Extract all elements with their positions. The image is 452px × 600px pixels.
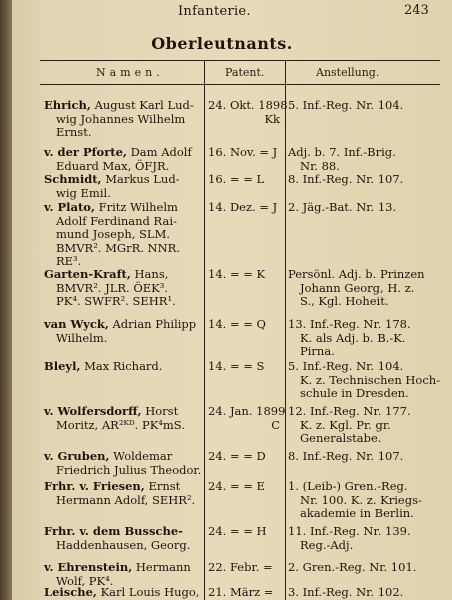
patent-date-line: 14. = = S [208, 359, 265, 373]
officer-name-line: Garten-Kraft, Hans, [44, 267, 169, 281]
anstellung-line: K. z. Kgl. Pr. gr. [300, 417, 391, 432]
officer-name-cell [44, 405, 204, 432]
anstellung-line: 1. (Leib-) Gren.-Reg. [288, 479, 408, 493]
anstellung-cell [288, 201, 446, 215]
anstellung-line: 8. Inf.-Reg. Nr. 107. [288, 449, 404, 463]
anstellung-cell [288, 561, 446, 575]
anstellung-line: Reg.-Adj. [300, 537, 354, 552]
patent-date-line: 24. = = H [208, 524, 267, 538]
officer-name-line: PK⁴. SWFR². SEHR¹. [56, 294, 176, 308]
patent-date-cell [208, 201, 284, 215]
patent-date-line: 14. = = Q [208, 317, 266, 331]
officer-name-line: Ernst. [56, 125, 92, 139]
anstellung-cell [288, 99, 446, 113]
patent-date-line: 22. Febr. = [208, 560, 273, 574]
anstellung-line: Nr. 100. K. z. Kriegs- [300, 492, 422, 507]
anstellung-line: 8. Inf.-Reg. Nr. 107. [288, 172, 404, 186]
officer-name-line: Ehrich, August Karl Lud- [44, 98, 194, 112]
anstellung-line: Nr. 88. [300, 158, 340, 173]
anstellung-cell [288, 360, 446, 401]
anstellung-line: 2. Jäg.-Bat. Nr. 13. [288, 200, 397, 214]
anstellung-cell [288, 586, 446, 600]
anstellung-line: Persönl. Adj. b. Prinzen [288, 267, 425, 281]
patent-date-line: 24. Jan. 1899 [208, 404, 286, 418]
anstellung-line: 13. Inf.-Reg. Nr. 178. [288, 317, 411, 331]
anstellung-line: Generalstabe. [300, 431, 382, 445]
officer-name-cell [44, 318, 204, 345]
officer-name-line: Wilhelm. [56, 330, 108, 345]
page-edge-shadow [0, 0, 12, 600]
officer-name-line: Bleyl, Max Richard. [44, 359, 163, 373]
officer-name-line: RE³. [56, 254, 82, 268]
patent-date-cell [208, 318, 284, 332]
patent-date-line: 24. Okt. 1898 [208, 98, 288, 112]
anstellung-cell [288, 450, 446, 464]
patent-date-cell [208, 450, 284, 464]
patent-date-cell [208, 173, 284, 187]
officer-name-line: v. Wolfersdorff, Horst [44, 404, 179, 418]
officer-name-line: Haddenhausen, Georg. [56, 537, 191, 552]
anstellung-cell [288, 480, 446, 521]
anstellung-cell [288, 405, 446, 446]
officer-name-cell [44, 99, 204, 140]
patent-date-cell [208, 586, 284, 600]
patent-date-line: C [271, 417, 280, 432]
patent-date-cell [208, 525, 284, 539]
officer-name-cell [44, 480, 204, 507]
officer-name-cell [44, 525, 204, 552]
officer-name-line: Schmidt, Markus Lud- [44, 172, 180, 186]
anstellung-line: 12. Inf.-Reg. Nr. 177. [288, 404, 411, 418]
officer-name-line: mund Joseph, SLM. [56, 227, 171, 241]
officer-name-line: wig Johannes Wilhelm [56, 111, 186, 126]
patent-date-line: 24. = = E [208, 479, 265, 493]
table-top-rule [40, 60, 440, 61]
officer-name-line: v. Plato, Fritz Wilhelm [44, 200, 178, 214]
patent-date-cell [208, 405, 284, 432]
anstellung-line: K. z. Technischen Hoch- [300, 372, 441, 387]
anstellung-line: schule in Dresden. [300, 386, 409, 400]
officer-name-line: v. der Pforte, Dam Adolf [44, 145, 192, 159]
officer-name-cell [44, 450, 204, 477]
officer-name-line: Friedrich Julius Theodor. [56, 462, 202, 477]
anstellung-cell [288, 318, 446, 359]
officer-name-line: Eduard Max, ÖFJR. [56, 158, 170, 173]
patent-date-cell [208, 98, 288, 126]
patent-date-line: 16. Nov. = J [208, 145, 278, 159]
officer-name-line: Moritz, AR²ᴷᴰ. PK⁴mS. [56, 417, 185, 432]
running-head-title: Infanterie. [178, 4, 251, 19]
table-header-rule [40, 84, 440, 85]
anstellung-line: S., Kgl. Hoheit. [300, 294, 389, 308]
anstellung-line: 3. Inf.-Reg. Nr. 102. [288, 585, 404, 599]
running-head [12, 4, 452, 22]
anstellung-cell [288, 268, 446, 309]
anstellung-line: 5. Inf.-Reg. Nr. 104. [288, 98, 404, 112]
anstellung-line: Johann Georg, H. z. [300, 280, 415, 295]
officer-name-line: BMVR². JLR. ÖEK³. [56, 280, 169, 295]
anstellung-cell [288, 173, 446, 187]
anstellung-line: Adj. b. 7. Inf.-Brig. [288, 145, 396, 159]
officer-name-line: v. Ehrenstein, Hermann [44, 560, 191, 574]
officer-name-line: Frhr. v. Friesen, Ernst [44, 479, 181, 493]
patent-date-cell [208, 480, 284, 494]
anstellung-line: 11. Inf.-Reg. Nr. 139. [288, 524, 411, 538]
patent-date-line: 16. = = L [208, 172, 265, 186]
column-header-namen: Namen. [96, 66, 164, 79]
patent-date-cell [208, 561, 284, 575]
officer-name-line: Hermann Adolf, SEHR². [56, 492, 196, 507]
officer-name-cell [44, 360, 204, 374]
patent-date-line: Kk [264, 111, 280, 126]
officer-name-cell [44, 146, 204, 173]
book-page [12, 0, 452, 600]
column-header-patent: Patent. [225, 66, 265, 79]
officer-name-cell [44, 201, 204, 269]
anstellung-cell [288, 146, 446, 173]
anstellung-line: 2. Gren.-Reg. Nr. 101. [288, 560, 417, 574]
officer-name-cell [44, 586, 204, 600]
officer-name-line: v. Gruben, Woldemar [44, 449, 173, 463]
anstellung-line: 5. Inf.-Reg. Nr. 104. [288, 359, 404, 373]
anstellung-line: akademie in Berlin. [300, 506, 414, 520]
officer-name-line: van Wyck, Adrian Philipp [44, 317, 197, 331]
column-header-anstellung: Anstellung. [316, 66, 380, 79]
patent-date-line: 21. März = [208, 585, 274, 599]
officer-name-cell [44, 173, 204, 200]
patent-date-cell [208, 268, 284, 282]
patent-date-line: 14. Dez. = J [208, 200, 278, 214]
officer-name-cell [44, 561, 204, 588]
page-number: 243 [404, 3, 429, 18]
officer-name-line: Frhr. v. dem Bussche- [44, 524, 183, 538]
anstellung-line: Pirna. [300, 344, 335, 358]
officer-name-line: wig Emil. [56, 185, 111, 200]
anstellung-line: K. als Adj. b. B.-K. [300, 330, 406, 345]
patent-date-line: 24. = = D [208, 449, 266, 463]
section-title: Oberleutnants. [151, 34, 293, 53]
patent-date-cell [208, 146, 284, 160]
patent-date-cell [208, 360, 284, 374]
column-divider-anstellung [285, 60, 286, 600]
officer-name-line: Adolf Ferdinand Rai- [56, 213, 177, 228]
officer-name-line: BMVR². MGrR. NNR. [56, 240, 180, 255]
officer-name-line: Leische, Karl Louis Hugo, [44, 585, 200, 599]
anstellung-cell [288, 525, 446, 552]
officer-name-cell [44, 268, 204, 309]
patent-date-line: 14. = = K [208, 267, 266, 281]
officer-name-line: Wolf, PK⁴. [56, 573, 114, 588]
column-divider-patent [204, 60, 205, 600]
